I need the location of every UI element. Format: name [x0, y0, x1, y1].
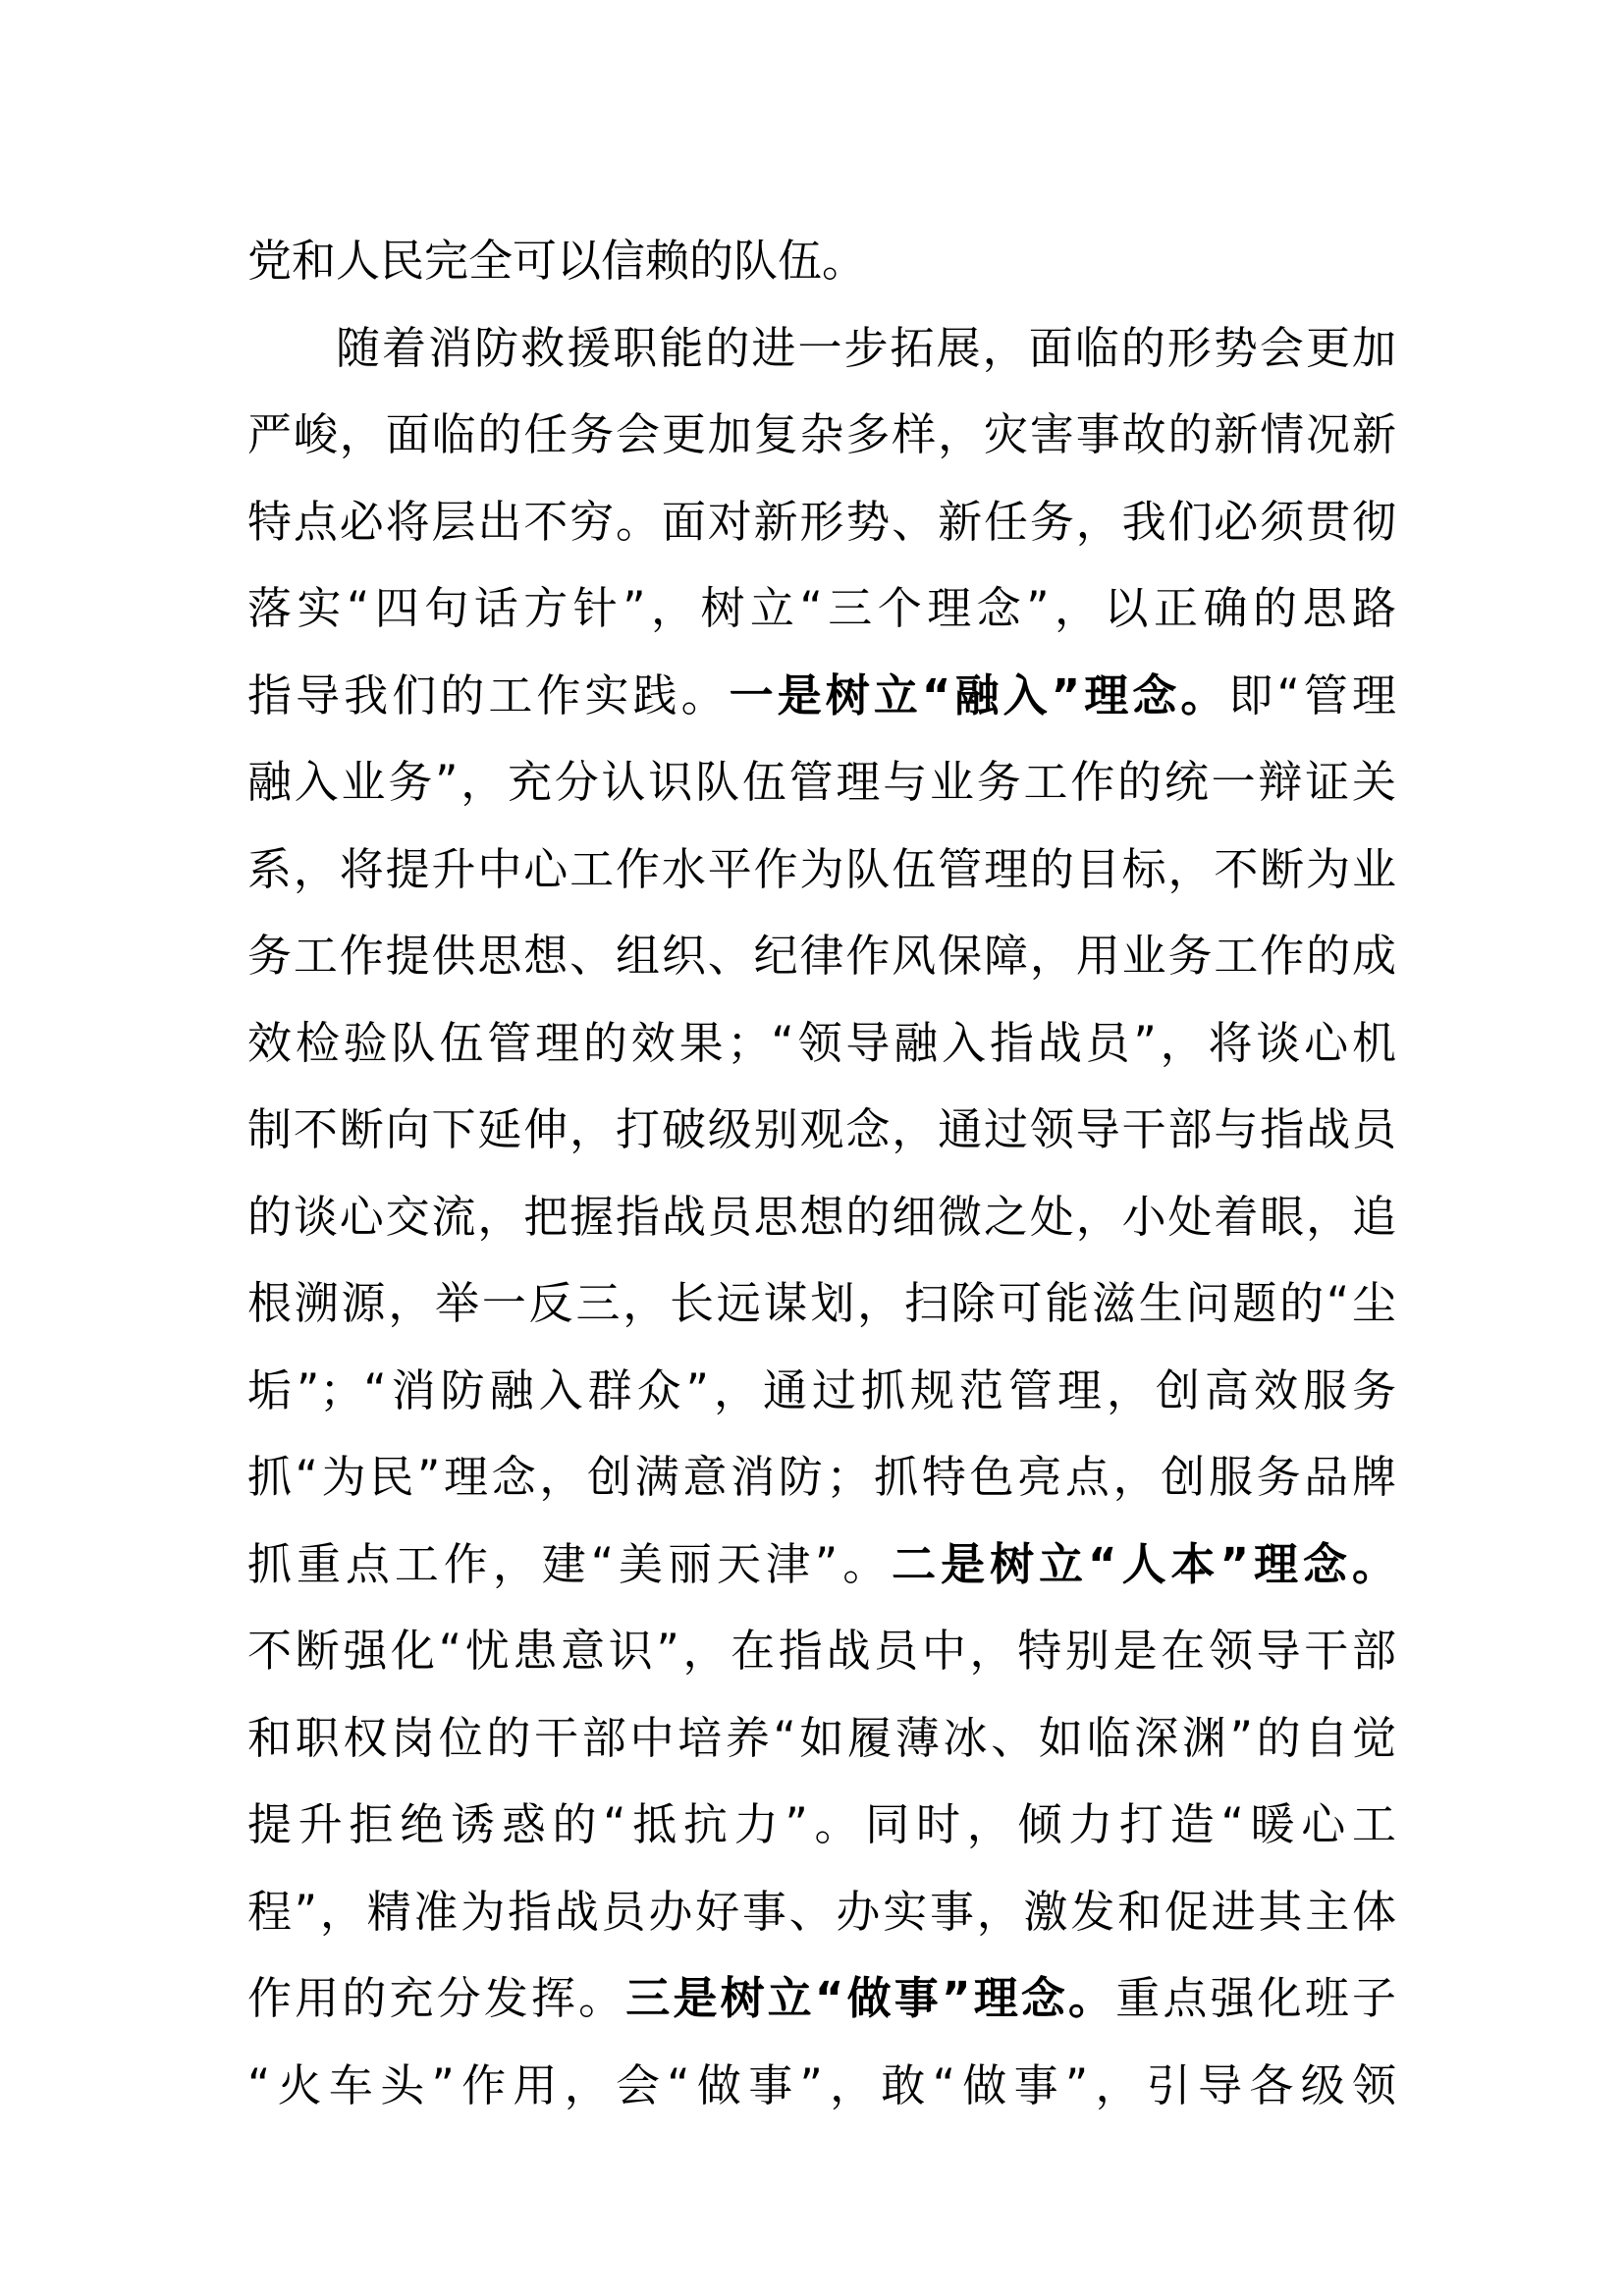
paragraph-text: 和职权岗位的干部中培养“如履薄冰、如临深渊”的自觉: [247, 1711, 1396, 1764]
text-line: [247, 392, 1396, 479]
paragraph-text: 制不断向下延伸，打破级别观念，通过领导干部与指战员: [247, 1103, 1396, 1155]
paragraph-text: 抓“为民”理念，创满意消防；抓特色亮点，创服务品牌: [247, 1451, 1396, 1503]
text-line: [247, 1260, 1396, 1348]
paragraph-text: 系，将提升中心工作水平作为队伍管理的目标，不断为业: [247, 842, 1396, 895]
text-line: [247, 1782, 1396, 1869]
text-line: [247, 1348, 1396, 1435]
paragraph-text: 根溯源，举一反三，长远谋划，扫除可能滋生问题的“尘: [247, 1277, 1396, 1329]
paragraph-text: 抓重点工作，建“美丽天津”。: [247, 1537, 893, 1590]
text-line: [247, 827, 1396, 914]
paragraph-text: 落实“四句话方针”，树立“三个理念”，以正确的思路: [247, 582, 1396, 634]
text-line: [247, 653, 1396, 740]
paragraph-text: 垢”；“消防融入群众”，通过抓规范管理，创高效服务: [247, 1363, 1396, 1416]
paragraph-text: 不断强化“忧患意识”，在指战员中，特别是在领导干部: [247, 1625, 1396, 1677]
text-line: [247, 1434, 1396, 1522]
text-line: [247, 218, 1396, 305]
paragraph-text: 效检验队伍管理的效果；“领导融入指战员”，将谈心机: [247, 1016, 1396, 1069]
paragraph-text: “火车头”作用，会“做事”，敢“做事”，引导各级领: [247, 2058, 1396, 2111]
text-line: [247, 739, 1396, 827]
bold-heading-text: 一是树立“融入”理念。: [729, 668, 1229, 721]
text-line: [247, 1000, 1396, 1088]
text-line: [247, 1522, 1396, 1609]
text-line: [247, 1955, 1396, 2043]
text-line: [247, 2043, 1396, 2130]
text-line: [247, 1087, 1396, 1174]
paragraph-text: 提升拒绝诱惑的“抵抗力”。同时，倾力打造“暖心工: [247, 1798, 1396, 1850]
paragraph-text: 指导我们的工作实践。: [247, 668, 730, 721]
text-line: [247, 1695, 1396, 1783]
text-line: [247, 1174, 1396, 1261]
text-line: [247, 913, 1396, 1000]
paragraph-text: 党和人民完全可以信赖的队伍。: [247, 235, 867, 287]
body-text: [247, 218, 1396, 2129]
paragraph-text: 务工作提供思想、组织、纪律作风保障，用业务工作的成: [247, 930, 1396, 982]
paragraph-text: 重点强化班子: [1115, 1972, 1396, 2024]
bold-heading-text: 三是树立“做事”理念。: [625, 1972, 1116, 2024]
paragraph-text: 即“管理: [1228, 668, 1396, 721]
text-line: [247, 565, 1396, 653]
paragraph-text: 特点必将层出不穷。面对新形势、新任务，我们必须贯彻: [247, 495, 1396, 548]
paragraph-text: 程”，精准为指战员办好事、办实事，激发和促进其主体: [247, 1885, 1396, 1938]
paragraph-text: 严峻，面临的任务会更加复杂多样，灾害事故的新情况新: [247, 408, 1396, 460]
text-line: [247, 305, 1396, 393]
bold-heading-text: 二是树立“人本”理念。: [892, 1537, 1396, 1590]
paragraph-text: 融入业务”，充分认识队伍管理与业务工作的统一辩证关: [247, 756, 1396, 808]
paragraph-text: 作用的充分发挥。: [247, 1972, 626, 2024]
paragraph-text: 的谈心交流，把握指战员思想的细微之处，小处着眼，追: [247, 1190, 1396, 1243]
text-line: [247, 1608, 1396, 1695]
text-line: [247, 479, 1396, 566]
text-line: [247, 1869, 1396, 1956]
paragraph-text: 随着消防救援职能的进一步拓展，面临的形势会更加: [336, 321, 1396, 374]
